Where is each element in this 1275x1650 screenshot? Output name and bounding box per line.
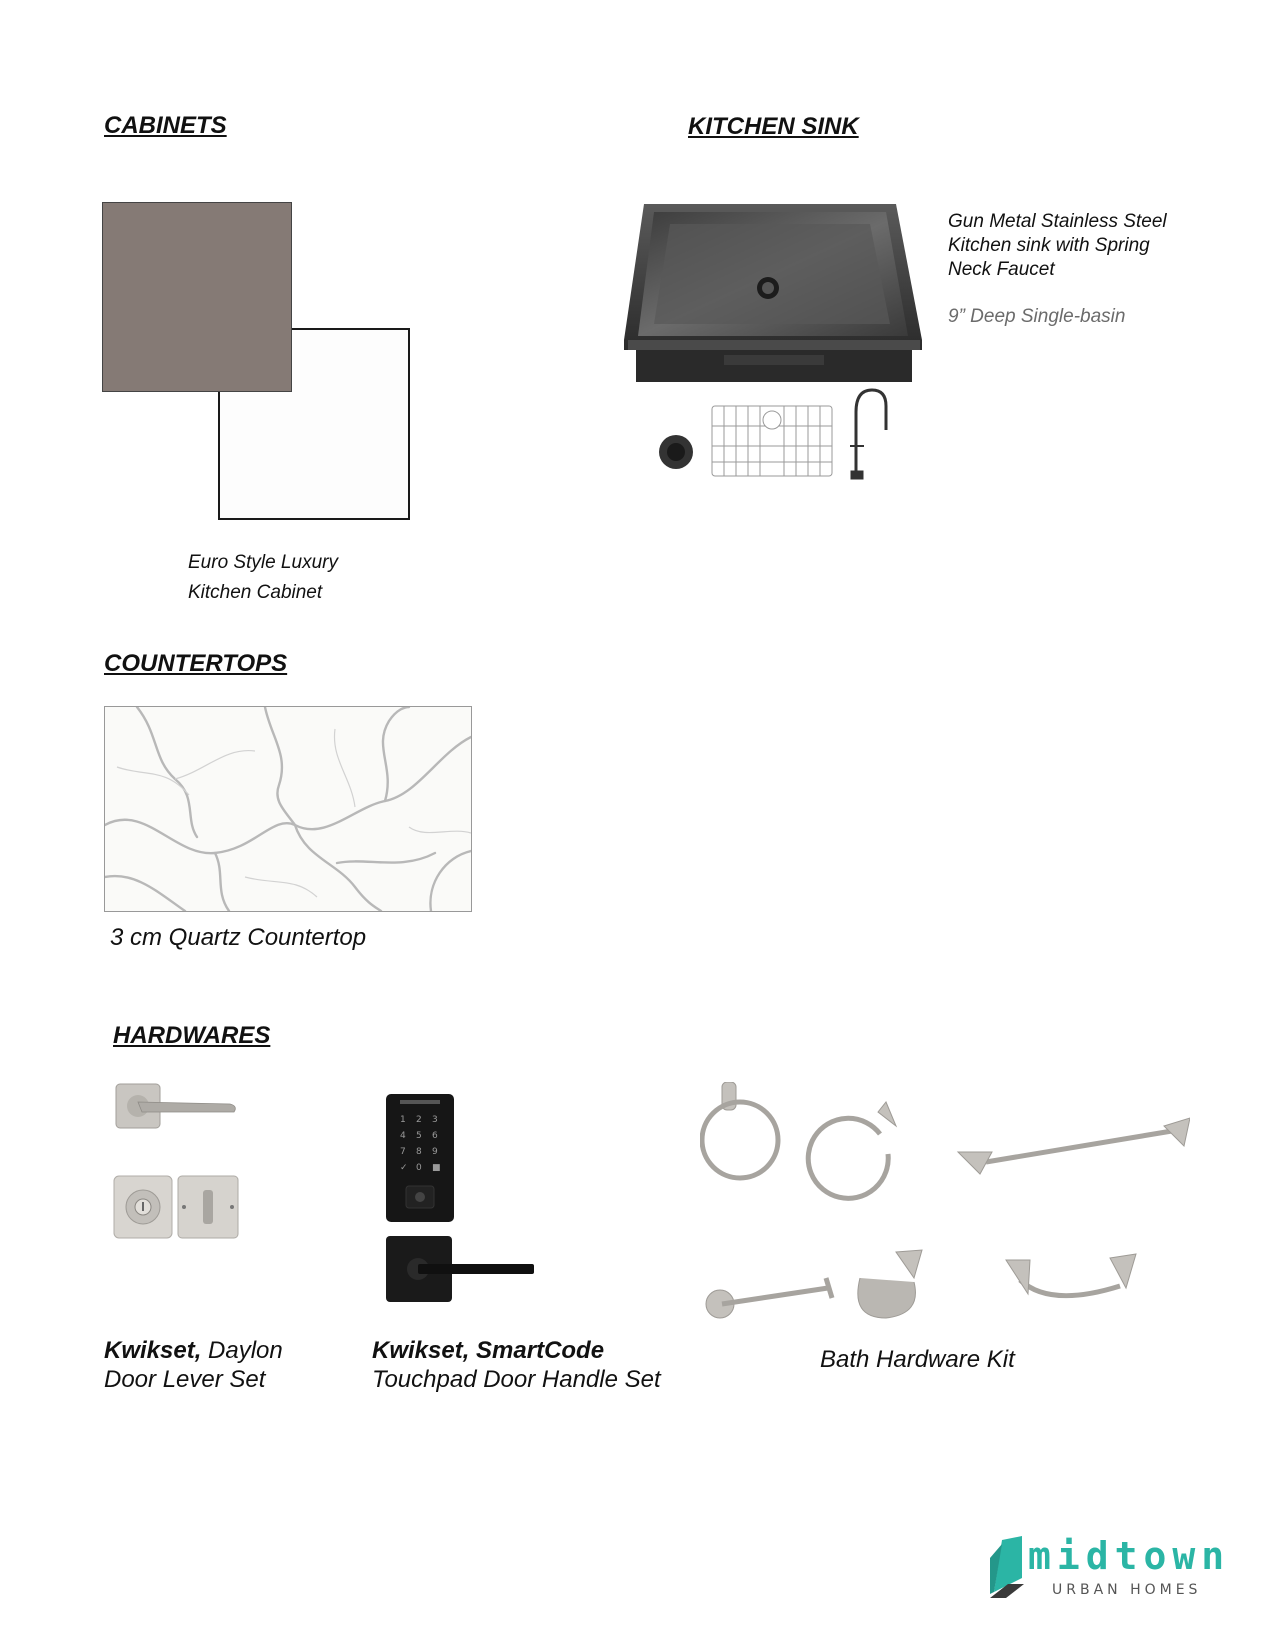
svg-text:1: 1: [400, 1115, 406, 1125]
daylon-model: Daylon: [201, 1337, 283, 1364]
smartcode-lock-image: [386, 1094, 542, 1314]
svg-text:7: 7: [400, 1147, 406, 1157]
quartz-countertop-image: [104, 706, 472, 912]
daylon-type: Door Lever Set: [104, 1366, 266, 1393]
svg-text:✓: ✓: [400, 1163, 408, 1173]
smartcode-caption: [372, 1336, 661, 1394]
svg-text:0: 0: [416, 1163, 422, 1173]
svg-text:3: 3: [432, 1115, 438, 1125]
towel-bar-icon: [958, 1118, 1190, 1174]
sink-desc-line2: Kitchen sink with Spring: [948, 235, 1150, 256]
cabinet-caption-line2: Kitchen Cabinet: [188, 582, 323, 603]
cabinets-heading: CABINETS: [104, 112, 227, 139]
svg-text:5: 5: [416, 1131, 422, 1141]
sink-image: [624, 200, 924, 490]
daylon-caption: [104, 1336, 283, 1394]
bath-hardware-kit-image: [700, 1082, 1190, 1340]
hand-towel-bar-icon: [1006, 1254, 1136, 1296]
drain-strainer-icon: [659, 435, 693, 469]
kitchen-sink-heading: KITCHEN SINK: [688, 113, 859, 140]
paper-holder-icon: [706, 1278, 832, 1318]
sink-desc-line1: Gun Metal Stainless Steel: [948, 211, 1167, 232]
svg-text:9: 9: [432, 1147, 438, 1157]
smartcode-brand: Kwikset, SmartCode: [372, 1337, 605, 1364]
svg-text:6: 6: [432, 1131, 438, 1141]
svg-text:4: 4: [400, 1131, 406, 1141]
logo-mark-icon: [988, 1536, 1024, 1602]
countertop-caption: 3 cm Quartz Countertop: [110, 924, 367, 951]
sink-desc-line3: Neck Faucet: [948, 259, 1055, 280]
sink-grid-icon: [712, 406, 832, 476]
hardwares-heading: HARDWARES: [113, 1022, 271, 1049]
smartcode-type: Touchpad Door Handle Set: [372, 1366, 661, 1393]
towel-ring-open-icon: [808, 1102, 896, 1198]
svg-text:■: ■: [432, 1163, 441, 1173]
cabinet-swatch-taupe: [102, 202, 292, 392]
svg-text:8: 8: [416, 1147, 422, 1157]
sink-depth-note: 9” Deep Single-basin: [948, 306, 1126, 327]
towel-ring-icon: [702, 1082, 778, 1178]
cabinet-caption-line1: Euro Style Luxury: [188, 552, 338, 573]
daylon-lever-image: [112, 1082, 248, 1248]
robe-hook-icon: [858, 1250, 922, 1318]
midtown-logo: [988, 1536, 1238, 1604]
logo-tagline: URBAN HOMES: [1052, 1582, 1202, 1598]
faucet-icon: [850, 390, 886, 478]
daylon-brand: Kwikset,: [104, 1337, 202, 1364]
countertops-heading: COUNTERTOPS: [104, 650, 288, 677]
bath-kit-caption: Bath Hardware Kit: [820, 1346, 1015, 1373]
logo-word: midtown: [1028, 1534, 1231, 1578]
svg-text:2: 2: [416, 1115, 422, 1125]
